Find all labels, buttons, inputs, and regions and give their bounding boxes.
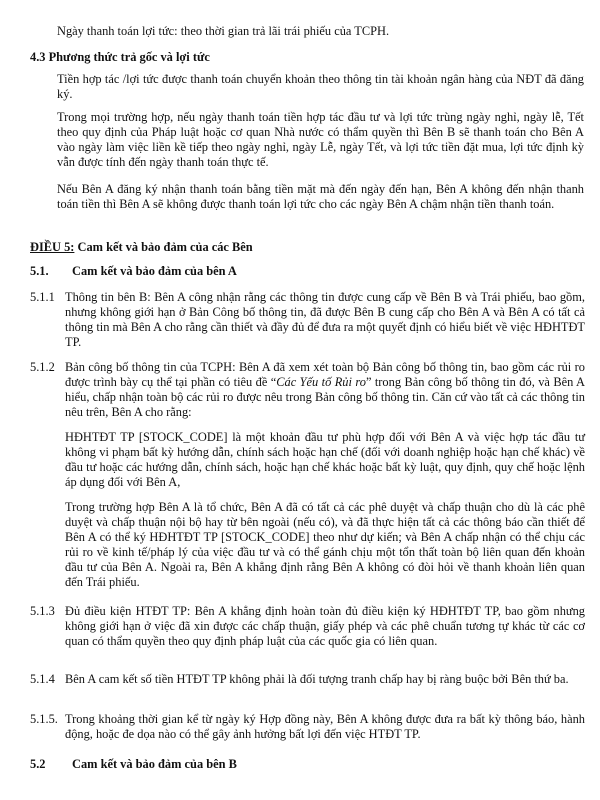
item-5-1-2-text-part-2: ” trong Bản công bố thông tin đó, và Bên A hiểu, chấp nhận toàn bộ các rủi ro được nêu trong Bản công bố thông tin. Căn cứ vào tất cả các thông tin nêu trên, Bên A cho rằng:: [65, 375, 585, 419]
section-5-2-number: 5.2: [30, 757, 46, 771]
item-5-1-2-subparagraph-b: Trong trường hợp Bên A là tổ chức, Bên A đã có tất cả các phê duyệt và chấp thuận cho dù là các phê duyệt và chấp thuận nội bộ hay từ bên ngoài (nếu có), và đã thực hiện tất cả các thông báo cần thiết để Bên A có thể ký HĐHTĐT TP [STOCK_CODE] theo như dự kiến; và Bên A chấp nhận có thể chịu các rủi ro về kinh tế/pháp lý của việc đầu tư và có thể gánh chịu một tổn thất toàn bộ liên quan đến khoản đầu tư của Bên A. Ngoài ra, Bên A khẳng định rằng Bên A không có đòi hỏi về thanh khoản liên quan đến Trái phiếu.: [65, 500, 585, 589]
section-5-1-heading: Cam kết và bảo đảm của bên A: [72, 264, 237, 278]
item-5-1-1-text: Thông tin bên B: Bên A công nhận rằng các thông tin được cung cấp về Bên B và Trái phiếu, bao gồm, nhưng không giới hạn ở Bản Công bố thông tin, đã được Bên B cung cấp cho Bên A và Bên A có tất cả thông tin mà Bên A cho rằng cần thiết và đầy đủ để đưa ra một quyết định có hiểu biết về việc HĐHTĐT TP.: [65, 290, 585, 349]
payment-date-line: Ngày thanh toán lợi tức: theo thời gian trả lãi trái phiếu của TCPH.: [57, 24, 390, 38]
risk-factors-title: Các Yếu tố Rủi ro: [276, 375, 366, 389]
item-5-1-2-text: [65, 360, 585, 420]
section-5-2-heading: Cam kết và bảo đảm của bên B: [72, 757, 237, 771]
section-4-3-paragraph-1: Tiền hợp tác /lợi tức được thanh toán chuyển khoản theo thông tin tài khoản ngân hàng của NĐT đã đăng ký.: [57, 72, 584, 101]
section-4-3-paragraph-2: Trong mọi trường hợp, nếu ngày thanh toán tiền hợp tác đầu tư và lợi tức trùng ngày nghỉ, ngày lễ, Tết theo quy định của Pháp luật hoặc cơ quan Nhà nước có thẩm quyền thì Bên B sẽ thanh toán cho Bên A vào ngày làm việc liền kề tiếp theo ngày nghỉ, ngày Lễ, ngày Tết, và lợi tức tiền đặt mua, lợi tức định kỳ vẫn được tính đến ngày thanh toán thực tế.: [57, 110, 584, 169]
section-5-1-number: 5.1.: [30, 264, 49, 278]
article-5-title: Cam kết và bảo đảm của các Bên: [74, 240, 253, 254]
item-5-1-5-text: Trong khoảng thời gian kể từ ngày ký Hợp đồng này, Bên A không được đưa ra bất kỳ thông báo, hành động, hoặc đe dọa nào có thể gây ảnh hưởng bất lợi đến việc HTĐT TP.: [65, 712, 585, 741]
item-5-1-2-text-part-1: Bản công bố thông tin của TCPH: Bên A đã xem xét toàn bộ Bản công bố thông tin, bao gồm các rủi ro được trình bày cụ thể tại phần có tiêu đề “: [65, 360, 585, 389]
item-5-1-4-number: 5.1.4: [30, 672, 55, 686]
section-4-3-heading: 4.3 Phương thức trả gốc và lợi tức: [30, 50, 210, 64]
item-5-1-3-number: 5.1.3: [30, 604, 55, 618]
item-5-1-5-number: 5.1.5.: [30, 712, 58, 726]
item-5-1-1-number: 5.1.1: [30, 290, 55, 304]
article-5-heading: [30, 240, 590, 255]
article-5-label: ĐIỀU 5:: [30, 240, 75, 254]
item-5-1-2-number: 5.1.2: [30, 360, 55, 374]
item-5-1-4-text: Bên A cam kết số tiền HTĐT TP không phải là đối tượng tranh chấp hay bị ràng buộc bởi Bên thứ ba.: [65, 672, 569, 686]
item-5-1-3-text: Đủ điều kiện HTĐT TP: Bên A khẳng định hoàn toàn đủ điều kiện ký HĐHTĐT TP, bao gồm nhưng không giới hạn ở việc đã xin được các chấp thuận, giấy phép và các phê chuẩn tương tự khác từ các cơ quan có thẩm quyền theo quy định pháp luật của các quốc gia có liên quan.: [65, 604, 585, 648]
section-4-3-paragraph-3: Nếu Bên A đăng ký nhận thanh toán bằng tiền mặt mà đến ngày đến hạn, Bên A không đến nhận thanh toán tiền thì Bên A sẽ không được thanh toán lợi tức cho các ngày Bên A chậm nhận tiền thanh toán.: [57, 182, 584, 211]
item-5-1-2-subparagraph-a: HĐHTĐT TP [STOCK_CODE] là một khoản đầu tư phù hợp đối với Bên A và việc hợp tác đầu tư không vi phạm bất kỳ hướng dẫn, chính sách hoặc hạn chế (đối với doanh nghiệp hoặc hạn chế khác) về đầu tư hoặc các hướng dẫn, chính sách, hoặc hạn chế khác hoặc bất kỳ luật, quy định, quy chế hoặc lệnh áp dụng đối với Bên A,: [65, 430, 585, 489]
